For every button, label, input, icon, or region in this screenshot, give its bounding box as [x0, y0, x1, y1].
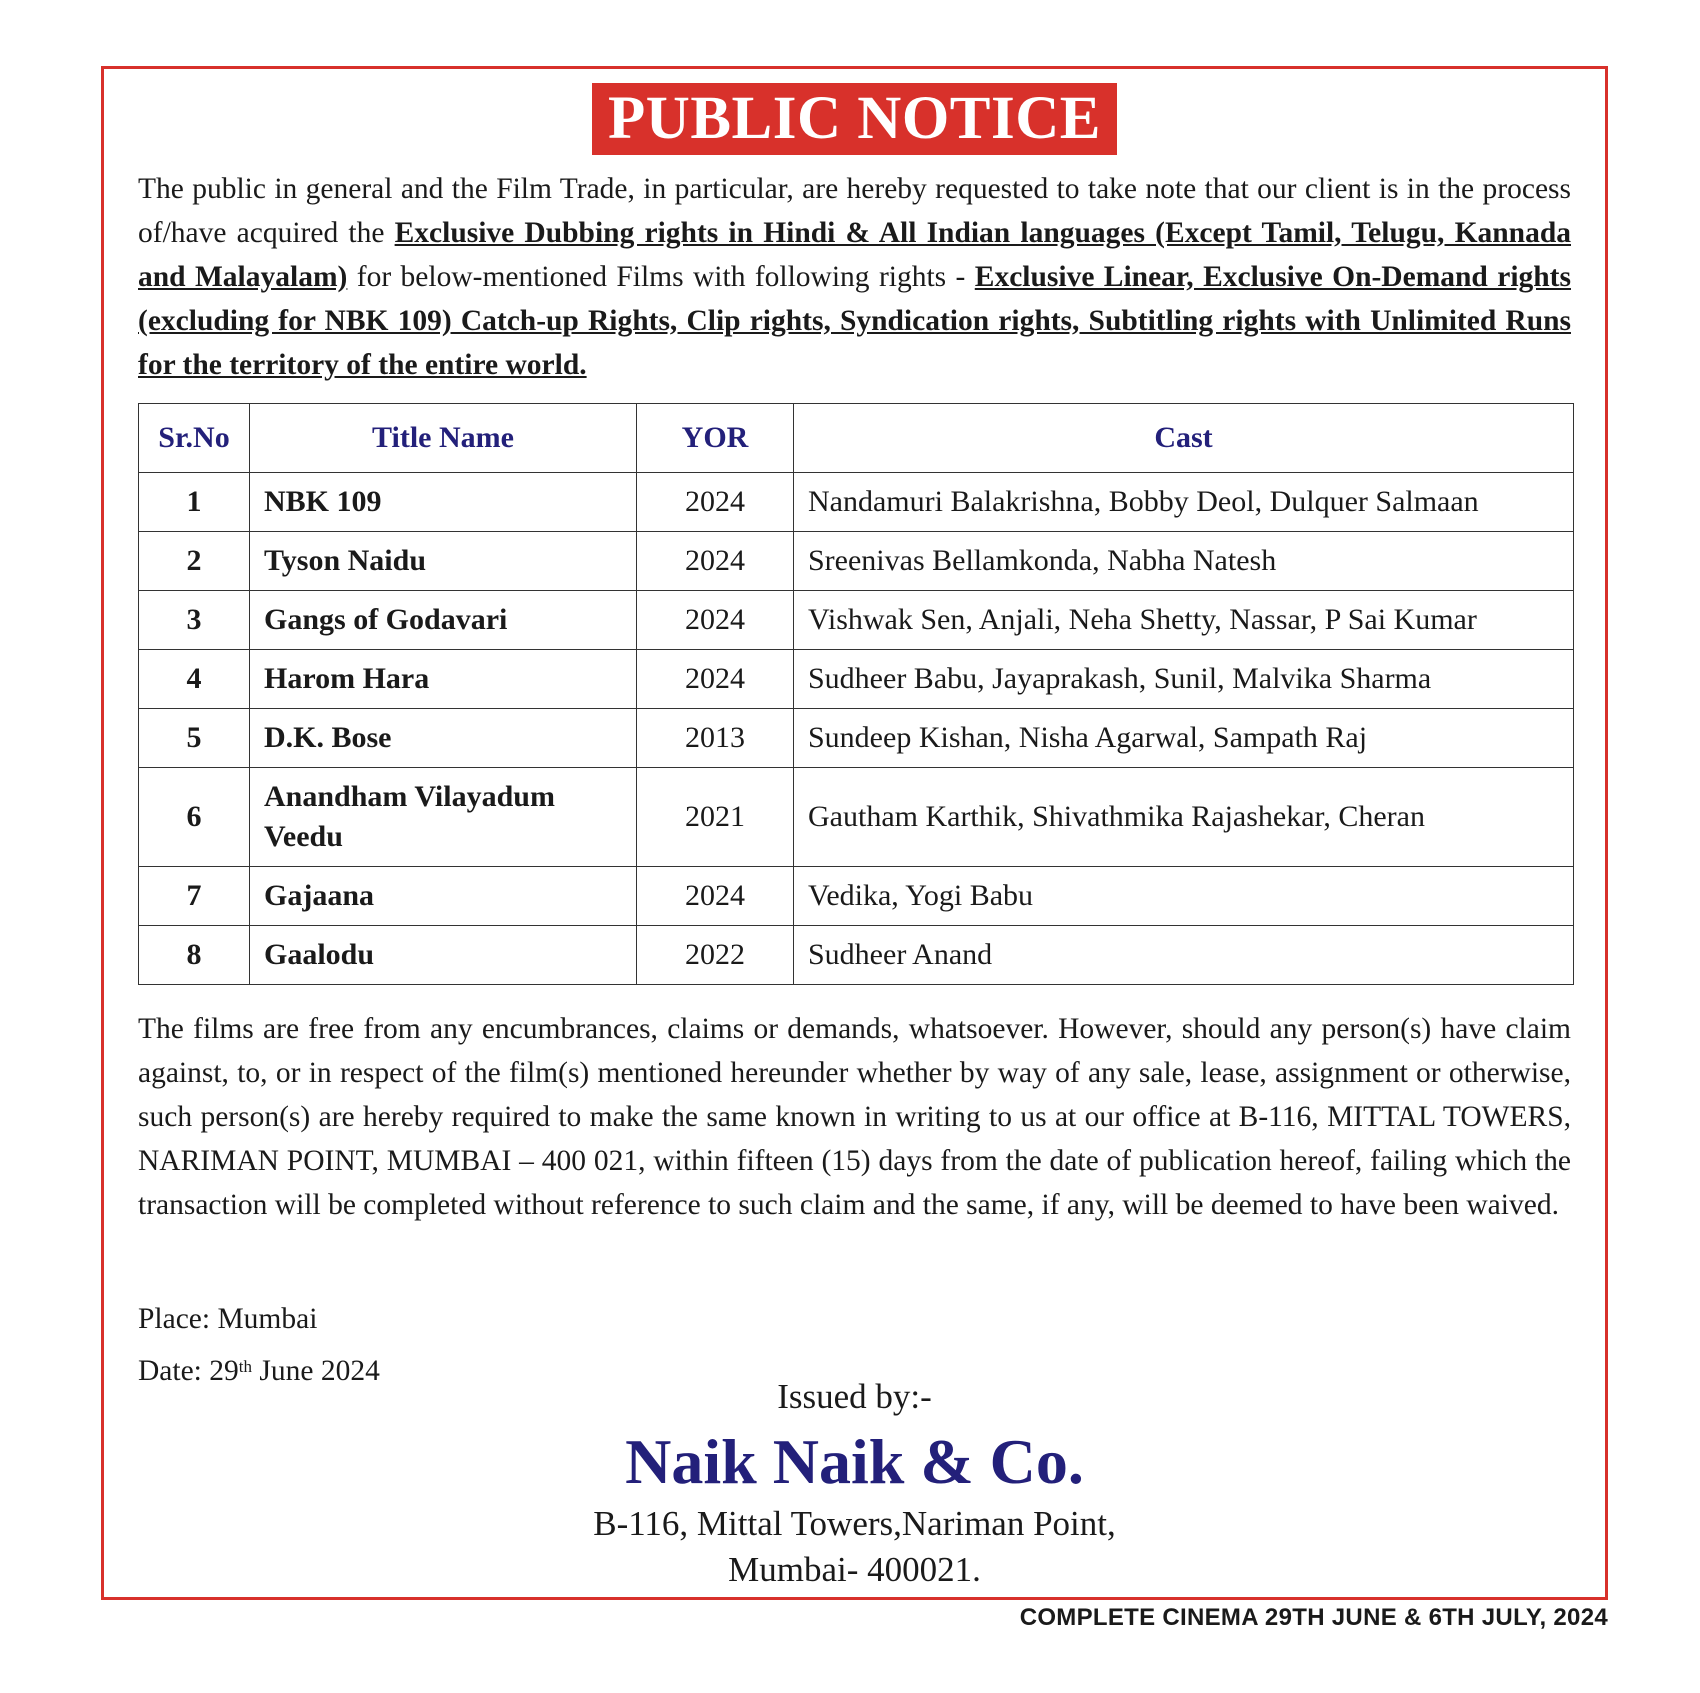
date-suffix: June 2024: [252, 1355, 380, 1387]
firm-name: Naik Naik & Co.: [625, 1426, 1084, 1497]
cell-title: Harom Hara: [250, 650, 637, 709]
intro-text-2: for below-mentioned Films with following rights -: [347, 261, 975, 293]
table-row: [139, 473, 1574, 532]
intro-text-1: The public in general and the Film Trade, in particular, are hereby requested to take note that our client is in the process of/have acquired the: [138, 173, 1571, 249]
cell-title: Gangs of Godavari: [250, 591, 637, 650]
date-ordinal: th: [238, 1357, 252, 1376]
cell-cast: Sudheer Babu, Jayaprakash, Sunil, Malvika Sharma: [794, 650, 1574, 709]
cell-yor: 2022: [637, 926, 794, 985]
cell-sr: 4: [139, 650, 250, 709]
cell-cast: Vishwak Sen, Anjali, Neha Shetty, Nassar, P Sai Kumar: [794, 591, 1574, 650]
issued-by-label: Issued by:-: [777, 1377, 932, 1416]
notice-frame: [101, 66, 1608, 1600]
cell-cast: Vedika, Yogi Babu: [794, 867, 1574, 926]
cell-title: Anandham Vilayadum Veedu: [250, 768, 637, 867]
table-row: [139, 532, 1574, 591]
cell-sr: 6: [139, 768, 250, 867]
cell-cast: Sudheer Anand: [794, 926, 1574, 985]
cell-title: Gajaana: [250, 867, 637, 926]
header-sr-no: Sr.No: [139, 404, 250, 473]
dubbing-rights-text: Exclusive Dubbing rights in Hindi & All Indian languages (Except Tamil, Telugu, Kannada and Malayalam): [138, 217, 1571, 293]
cell-title: Gaalodu: [250, 926, 637, 985]
place-line: Place: Mumbai: [138, 1303, 318, 1335]
table-row: [139, 867, 1574, 926]
header-cast: Cast: [794, 404, 1574, 473]
rights-list-text: Exclusive Linear, Exclusive On-Demand rights (excluding for NBK 109) Catch-up Rights, Clip rights, Syndication rights, Subtitling rights with Unlimited Runs for the territory of the entire world.: [138, 261, 1571, 381]
cell-cast: Nandamuri Balakrishna, Bobby Deol, Dulquer Salmaan: [794, 473, 1574, 532]
cell-sr: 1: [139, 473, 250, 532]
intro-paragraph: [138, 167, 1571, 387]
title-wrapper: [104, 83, 1605, 155]
cell-cast: Sreenivas Bellamkonda, Nabha Natesh: [794, 532, 1574, 591]
claims-paragraph: The films are free from any encumbrances, claims or demands, whatsoever. However, should any person(s) have claim against, to, or in respect of the film(s) mentioned hereunder whether by way of any sale, lease, assignment or otherwise, such person(s) are hereby required to make the same known in writing to us at our office at B-116, MITTAL TOWERS, NARIMAN POINT, MUMBAI – 400 021, within fifteen (15) days from the date of publication hereof, failing which the transaction will be completed without reference to such claim and the same, if any, will be deemed to have been waived.: [138, 1013, 1571, 1221]
cell-cast: Sundeep Kishan, Nisha Agarwal, Sampath Raj: [794, 709, 1574, 768]
cell-sr: 5: [139, 709, 250, 768]
table-row: [139, 926, 1574, 985]
cell-cast: Gautham Karthik, Shivathmika Rajashekar, Cheran: [794, 768, 1574, 867]
header-title-name: Title Name: [250, 404, 637, 473]
address-line-2: Mumbai- 400021.: [728, 1550, 981, 1589]
cell-yor: 2024: [637, 650, 794, 709]
cell-sr: 2: [139, 532, 250, 591]
cell-yor: 2024: [637, 591, 794, 650]
table-header-row: [139, 404, 1574, 473]
cell-sr: 8: [139, 926, 250, 985]
cell-title: Tyson Naidu: [250, 532, 637, 591]
table-row: [139, 591, 1574, 650]
table-row: [139, 768, 1574, 867]
cell-title: NBK 109: [250, 473, 637, 532]
cell-sr: 7: [139, 867, 250, 926]
cell-title: D.K. Bose: [250, 709, 637, 768]
header-yor: YOR: [637, 404, 794, 473]
notice-title: PUBLIC NOTICE: [592, 83, 1117, 155]
cell-sr: 3: [139, 591, 250, 650]
films-table: [138, 403, 1574, 985]
table-row: [139, 650, 1574, 709]
cell-yor: 2024: [637, 473, 794, 532]
date-prefix: Date: 29: [138, 1355, 239, 1387]
publication-footer: COMPLETE CINEMA 29TH JUNE & 6TH JULY, 2024: [1019, 1604, 1608, 1631]
address-line-1: B-116, Mittal Towers,Nariman Point,: [593, 1504, 1116, 1543]
table-row: [139, 709, 1574, 768]
cell-yor: 2024: [637, 867, 794, 926]
cell-yor: 2013: [637, 709, 794, 768]
cell-yor: 2024: [637, 532, 794, 591]
cell-yor: 2021: [637, 768, 794, 867]
